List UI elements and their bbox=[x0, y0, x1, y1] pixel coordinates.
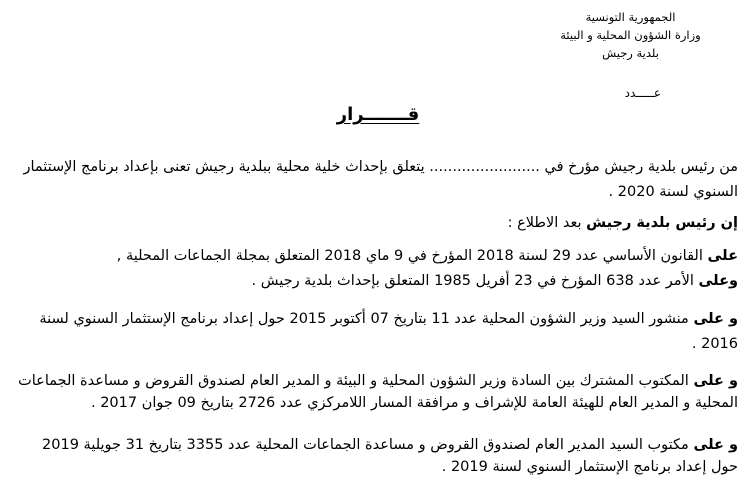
clause-text: منشور السيد وزير الشؤون المحلية عدد 11 بتاريخ 07 أكتوبر 2015 حول إعداد برنامج الإستثمار السنوي لسنة 2016 . bbox=[39, 311, 738, 352]
subject-tail: بعد الاطلاع : bbox=[507, 215, 582, 231]
clause-5 bbox=[18, 434, 738, 478]
clause-text: القانون الأساسي عدد 29 لسنة 2018 المؤرخ في 9 ماي 2018 المتعلق بمجلة الجماعات المحلية , bbox=[116, 248, 703, 264]
subject-label: إن رئيس بلدية رجيش bbox=[586, 215, 738, 231]
clause-text: مكتوب السيد المدير العام لصندوق القروض و مساعدة الجماعات المحلية عدد 3355 بتاريخ 31 جويلية 2019 حول إعداد برنامج الإستثمار السنوي لسنة 2019 . bbox=[42, 437, 738, 475]
clause-lead: و على bbox=[693, 373, 738, 389]
clause-text: المكتوب المشترك بين السادة وزير الشؤون المحلية و البيئة و المدير العام لصندوق القروض و مساعدة الجماعات المحلية و المدير العام للهيئة العامة للإشراف و مرافقة المسار اللامركزي عدد 2726 بتاريخ 09 جوان 2017 . bbox=[18, 373, 738, 411]
letterhead-municipality: بلدية رجيش bbox=[602, 46, 659, 60]
subject-line bbox=[18, 211, 738, 236]
clause-2 bbox=[18, 269, 738, 294]
clause-text: الأمر عدد 638 المؤرخ في 23 أفريل 1985 المتعلق بإحداث بلدية رجيش . bbox=[251, 273, 694, 289]
intro-paragraph: من رئيس بلدية رجيش مؤرخ في ........................ يتعلق بإحداث خلية محلية ببلدية رجيش تعنى بإعداد برنامج الإستثمار السنوي لسنة 2020 . bbox=[23, 159, 738, 200]
letterhead bbox=[543, 8, 718, 62]
clause-lead: وعلى bbox=[698, 273, 738, 289]
clause-1 bbox=[18, 244, 738, 269]
letterhead-ministry: وزارة الشؤون المحلية و البيئة bbox=[560, 28, 701, 42]
clause-4 bbox=[18, 370, 738, 414]
clause-3 bbox=[18, 307, 738, 357]
clause-lead: على bbox=[707, 248, 738, 264]
document-title: قـــــــرار bbox=[336, 104, 420, 125]
clause-lead: و على bbox=[693, 437, 738, 453]
reference-number: عـــــدد bbox=[624, 86, 661, 100]
letterhead-republic: الجمهورية التونسية bbox=[585, 10, 676, 24]
clause-lead: و على bbox=[693, 311, 738, 327]
